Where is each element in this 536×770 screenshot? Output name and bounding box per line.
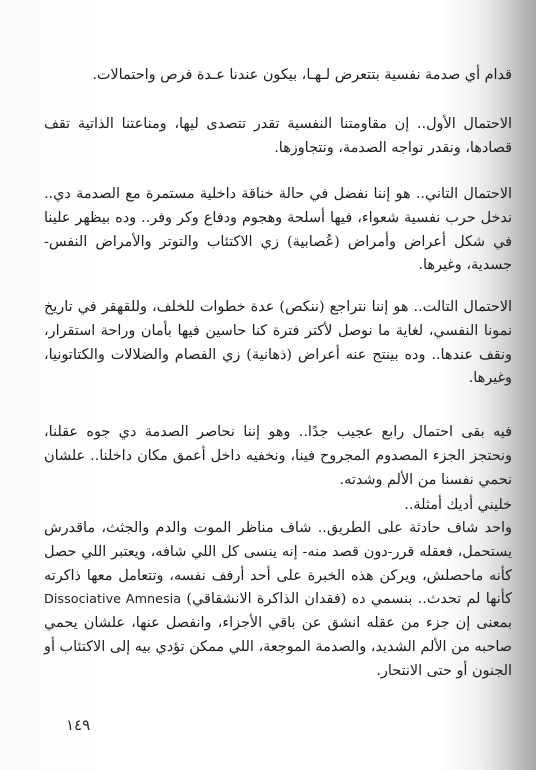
paragraph-text: قدام أي صدمة نفسية بتتعرض لـهـا، بيكون عندنا عـدة فرص واحتمالات. [92, 67, 512, 83]
paragraph-fourth-possibility [44, 421, 512, 492]
paragraph-first-possibility [44, 113, 512, 161]
paragraph-text-after-term: بمعنى إن جزء من عقله انشق عن باقي الأجزاء، وانفصل عنها، علشان يحمي صاحبه من الألم الشديد، والصدمة الموجعة، اللي ممكن تؤدي بيه إلى الاكتئاب أو الجنون أو حتى الانتحار. [44, 615, 512, 679]
paragraph-text [44, 517, 512, 684]
paragraph-third-possibility [44, 296, 512, 391]
paragraph-text-before-term: واحد شاف حادثة على الطريق.. شاف مناظر الموت والدم والجثث، ماقدرش يستحمل، فعقله قرر-دون قصد منه- إنه ينسى كل اللي شافه، ويعتبر اللي حصل كأنه ماحصلش، ويركن هذه الخبرة على أحد أرفف نفسه، وتتعامل معها ذاكرته كأنها لم تحدث.. بنسمي ده (فقدان الذاكرة الانشقاقي) [44, 520, 512, 608]
paragraph-text: الاحتمال التاني.. هو إننا نفضل في حالة خناقة داخلية مستمرة مع الصدمة دي.. ندخل حرب نفسية شعواء، فيها أسلحة وهجوم ودفاع وكر وفر.. وده بيظهر علينا في شكل أعراض وأمراض (عُصابية) زي الاكتئاب والتوتر والأمراض النفس-جسدية، وغيرها. [44, 186, 512, 274]
page-number: ١٤٩ [66, 716, 91, 734]
paragraph-accident-example [44, 517, 512, 684]
paragraph-intro [44, 64, 512, 88]
paragraph-examples-intro [44, 494, 512, 518]
paragraph-text: الاحتمال التالت.. هو إننا نتراجع (ننكص) عدة خطوات للخلف، وللقهقر في تاريخ نمونا النفسي، لغاية ما نوصل لأكتر فترة كنا حاسين فيها بأمان وراحة استقرار، ونقف عندها.. وده بينتج عنه أعراض (ذهانية) زي الفصام والضلالات والكتاتونيا، وغيرها. [44, 299, 512, 387]
paragraph-second-possibility [44, 183, 512, 278]
paragraph-text: فيه بقى احتمال رابع عجيب جدًا.. وهو إننا نحاصر الصدمة دي جوه عقلنا، ونحتجز الجزء المصدوم المجروح فينا، ونخفيه داخل أعمق مكان داخلنا.. علشان نحمي نفسنا من الألم وشدته. [44, 424, 512, 488]
latin-term: Dissociative Amnesia [44, 592, 182, 608]
paragraph-text: خليني أديك أمثلة.. [404, 497, 512, 513]
paragraph-text: الاحتمال الأول.. إن مقاومتنا النفسية تقدر تتصدى ليها، ومناعتنا الذاتية تقف قصادها، ونقدر نواجه الصدمة، ونتجاوزها. [44, 116, 512, 156]
